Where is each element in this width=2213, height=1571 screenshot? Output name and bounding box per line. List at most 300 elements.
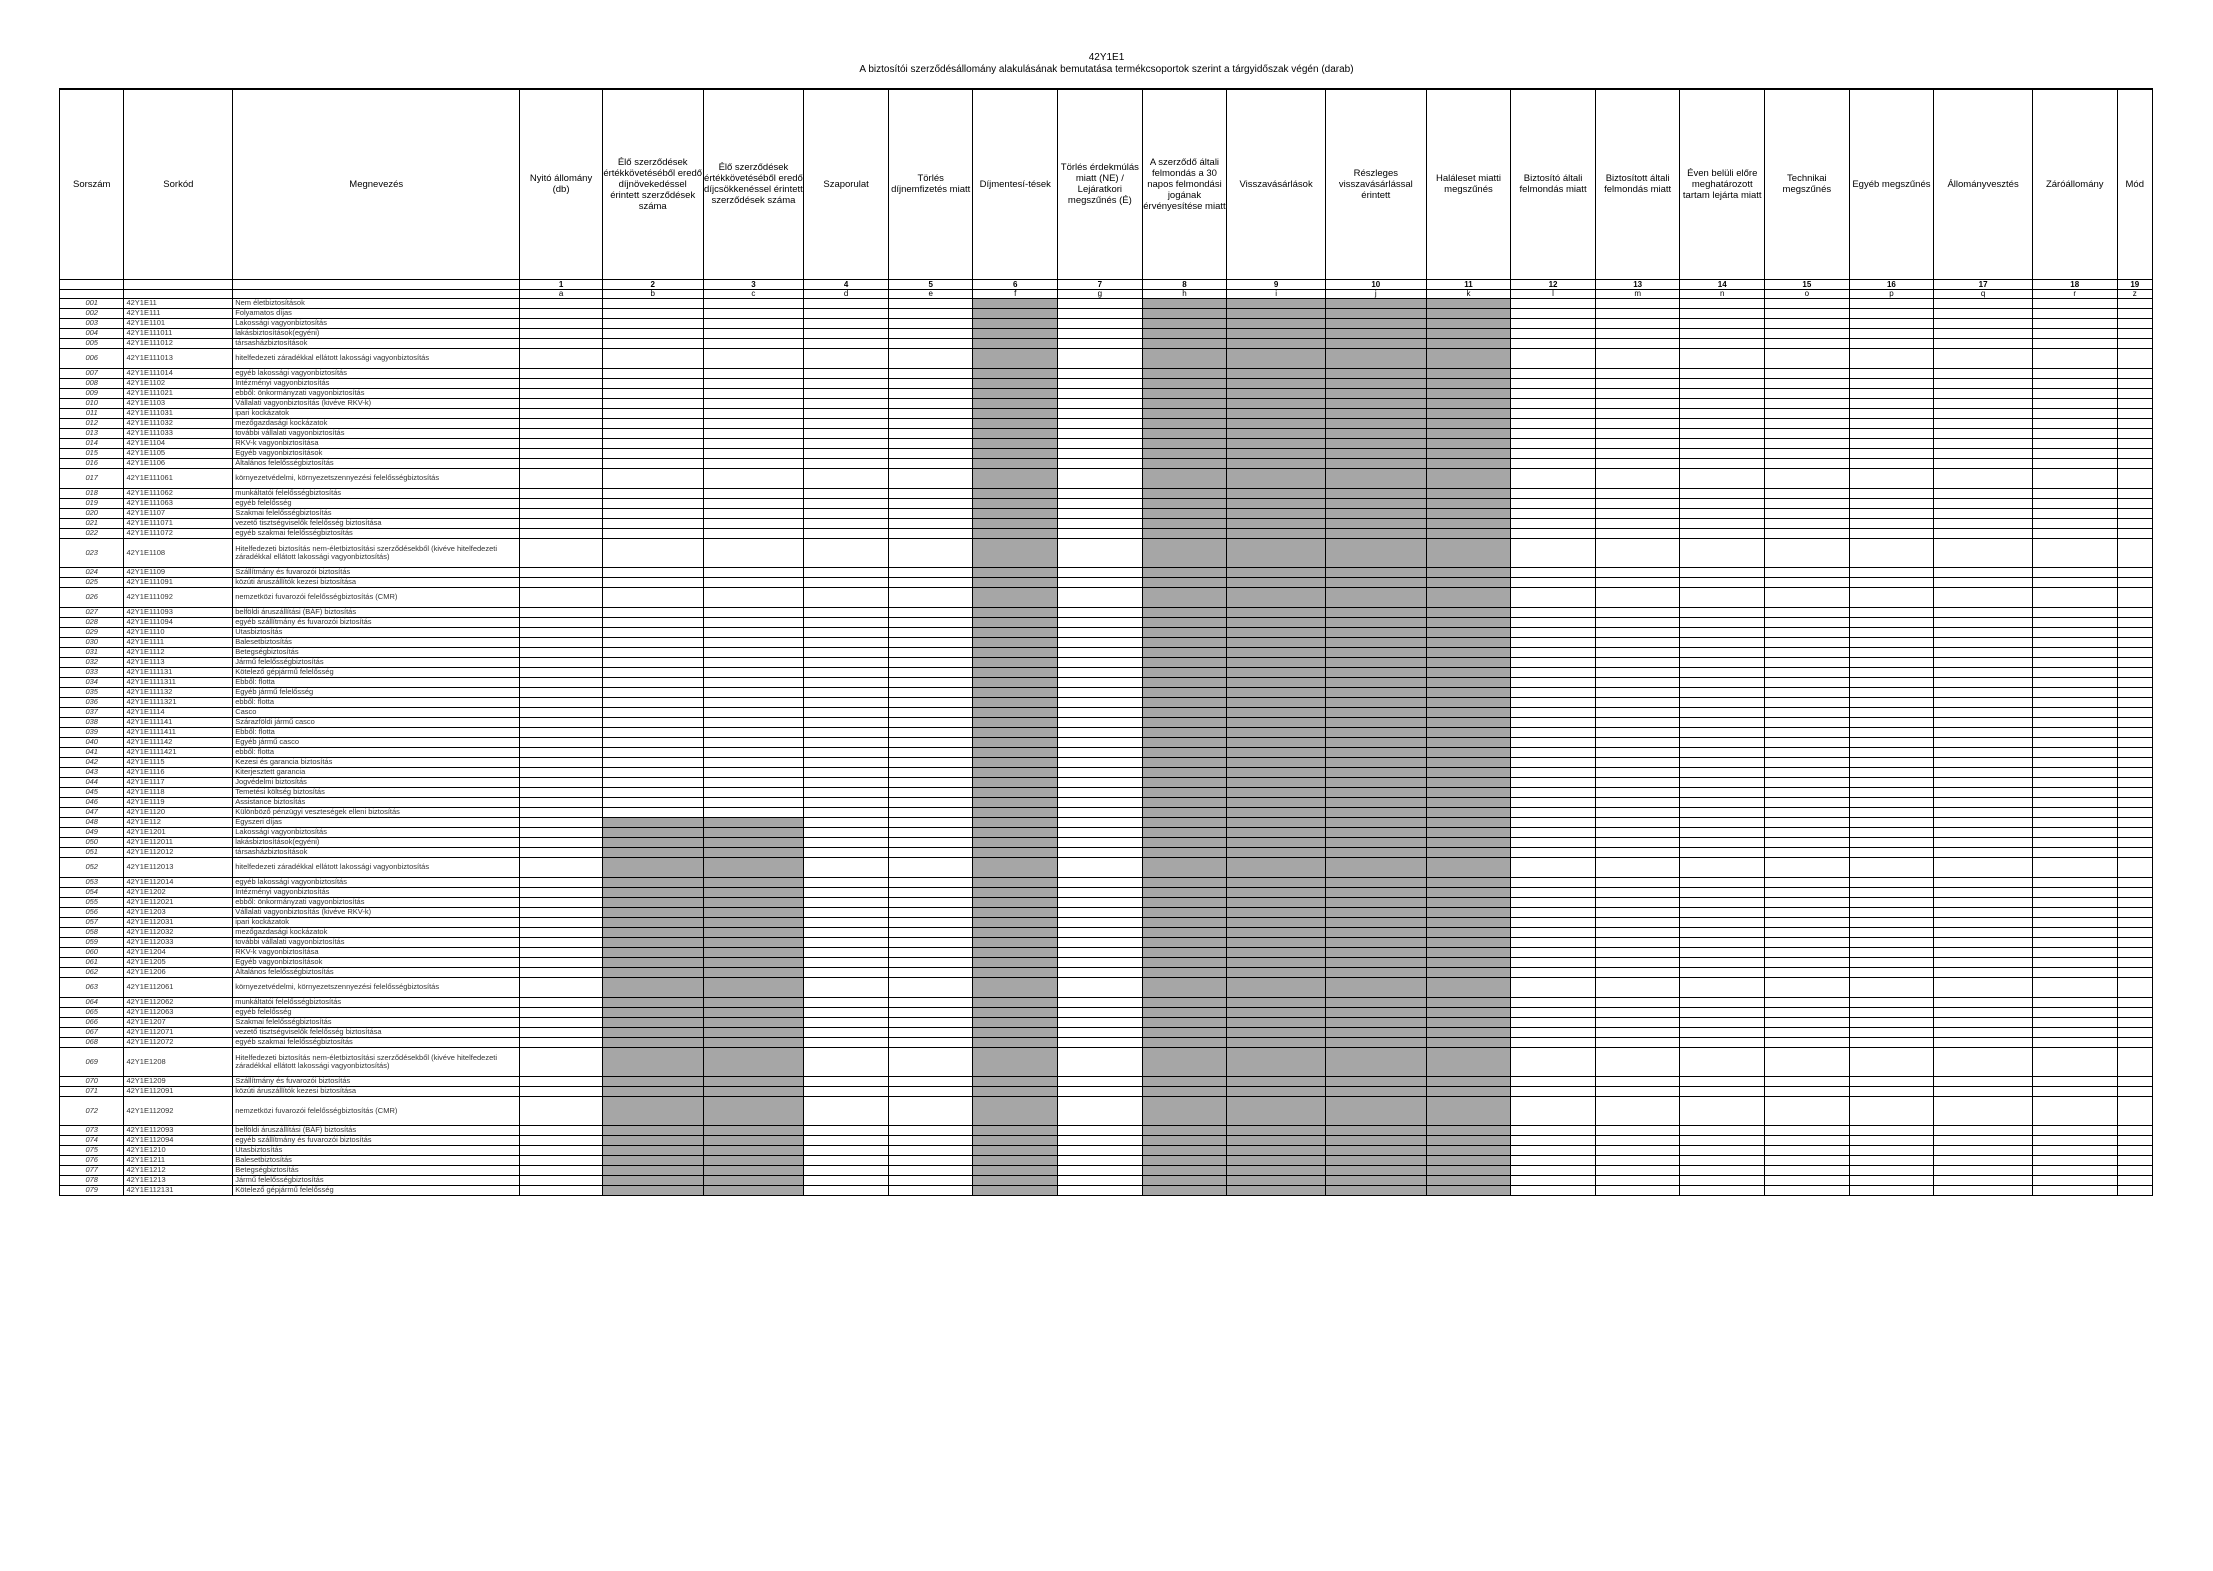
data-cell[interactable] — [1595, 1037, 1680, 1047]
data-cell[interactable] — [2032, 697, 2117, 707]
data-cell[interactable] — [1058, 448, 1143, 458]
data-cell[interactable] — [1595, 937, 1680, 947]
data-cell[interactable] — [2032, 627, 2117, 637]
data-cell[interactable] — [703, 418, 804, 428]
data-cell[interactable] — [1058, 318, 1143, 328]
data-cell[interactable] — [1934, 308, 2033, 318]
data-cell[interactable] — [520, 1017, 603, 1027]
data-cell[interactable] — [520, 957, 603, 967]
data-cell[interactable] — [520, 458, 603, 468]
data-cell[interactable] — [1934, 468, 2033, 488]
data-cell[interactable] — [1511, 667, 1596, 677]
data-cell[interactable] — [1058, 458, 1143, 468]
data-cell[interactable] — [520, 1135, 603, 1145]
data-cell[interactable] — [2032, 1185, 2117, 1195]
data-cell[interactable] — [2032, 797, 2117, 807]
data-cell[interactable] — [2032, 617, 2117, 627]
data-cell[interactable] — [1595, 627, 1680, 637]
data-cell[interactable] — [1058, 468, 1143, 488]
data-cell[interactable] — [2032, 518, 2117, 528]
data-cell[interactable] — [520, 488, 603, 498]
data-cell[interactable] — [1934, 807, 2033, 817]
data-cell[interactable] — [888, 1145, 973, 1155]
data-cell[interactable] — [1595, 807, 1680, 817]
data-cell[interactable] — [1058, 567, 1143, 577]
data-cell[interactable] — [1595, 947, 1680, 957]
data-cell[interactable] — [520, 837, 603, 847]
data-cell[interactable] — [1849, 1047, 1934, 1076]
data-cell[interactable] — [1765, 1175, 1850, 1185]
data-cell[interactable] — [2117, 767, 2152, 777]
data-cell[interactable] — [1595, 1135, 1680, 1145]
data-cell[interactable] — [1934, 707, 2033, 717]
data-cell[interactable] — [1595, 1096, 1680, 1125]
data-cell[interactable] — [703, 767, 804, 777]
data-cell[interactable] — [1680, 727, 1765, 737]
data-cell[interactable] — [1595, 318, 1680, 328]
data-cell[interactable] — [2117, 1007, 2152, 1017]
data-cell[interactable] — [804, 1007, 889, 1017]
data-cell[interactable] — [1934, 657, 2033, 667]
data-cell[interactable] — [602, 458, 703, 468]
data-cell[interactable] — [1680, 1017, 1765, 1027]
data-cell[interactable] — [520, 997, 603, 1007]
data-cell[interactable] — [703, 388, 804, 398]
data-cell[interactable] — [1849, 1135, 1934, 1145]
data-cell[interactable] — [1849, 897, 1934, 907]
data-cell[interactable] — [520, 947, 603, 957]
data-cell[interactable] — [1680, 797, 1765, 807]
data-cell[interactable] — [1058, 897, 1143, 907]
data-cell[interactable] — [602, 577, 703, 587]
data-cell[interactable] — [1058, 667, 1143, 677]
data-cell[interactable] — [2032, 907, 2117, 917]
data-cell[interactable] — [804, 518, 889, 528]
data-cell[interactable] — [1058, 967, 1143, 977]
data-cell[interactable] — [1765, 1017, 1850, 1027]
data-cell[interactable] — [1849, 667, 1934, 677]
data-cell[interactable] — [602, 468, 703, 488]
data-cell[interactable] — [1511, 747, 1596, 757]
data-cell[interactable] — [1511, 937, 1596, 947]
data-cell[interactable] — [2032, 807, 2117, 817]
data-cell[interactable] — [1765, 957, 1850, 967]
data-cell[interactable] — [804, 947, 889, 957]
data-cell[interactable] — [1595, 1007, 1680, 1017]
data-cell[interactable] — [1595, 378, 1680, 388]
data-cell[interactable] — [703, 538, 804, 567]
data-cell[interactable] — [2117, 627, 2152, 637]
data-cell[interactable] — [1595, 348, 1680, 368]
data-cell[interactable] — [520, 1165, 603, 1175]
data-cell[interactable] — [888, 388, 973, 398]
data-cell[interactable] — [520, 1076, 603, 1086]
data-cell[interactable] — [1680, 577, 1765, 587]
data-cell[interactable] — [1511, 318, 1596, 328]
data-cell[interactable] — [2032, 917, 2117, 927]
data-cell[interactable] — [1595, 737, 1680, 747]
data-cell[interactable] — [602, 747, 703, 757]
data-cell[interactable] — [888, 747, 973, 757]
data-cell[interactable] — [2032, 757, 2117, 767]
data-cell[interactable] — [1765, 398, 1850, 408]
data-cell[interactable] — [520, 757, 603, 767]
data-cell[interactable] — [2117, 737, 2152, 747]
data-cell[interactable] — [1680, 448, 1765, 458]
data-cell[interactable] — [703, 298, 804, 308]
data-cell[interactable] — [602, 328, 703, 338]
data-cell[interactable] — [1849, 448, 1934, 458]
data-cell[interactable] — [1765, 378, 1850, 388]
data-cell[interactable] — [1849, 368, 1934, 378]
data-cell[interactable] — [1765, 318, 1850, 328]
data-cell[interactable] — [1934, 737, 2033, 747]
data-cell[interactable] — [1595, 887, 1680, 897]
data-cell[interactable] — [2032, 1145, 2117, 1155]
data-cell[interactable] — [804, 977, 889, 997]
data-cell[interactable] — [2117, 657, 2152, 667]
data-cell[interactable] — [2117, 677, 2152, 687]
data-cell[interactable] — [1595, 567, 1680, 577]
data-cell[interactable] — [1849, 418, 1934, 428]
data-cell[interactable] — [602, 797, 703, 807]
data-cell[interactable] — [1765, 1185, 1850, 1195]
data-cell[interactable] — [888, 757, 973, 767]
data-cell[interactable] — [2032, 657, 2117, 667]
data-cell[interactable] — [520, 338, 603, 348]
data-cell[interactable] — [888, 717, 973, 727]
data-cell[interactable] — [703, 627, 804, 637]
data-cell[interactable] — [804, 528, 889, 538]
data-cell[interactable] — [1058, 1135, 1143, 1145]
data-cell[interactable] — [1849, 717, 1934, 727]
data-cell[interactable] — [1511, 807, 1596, 817]
data-cell[interactable] — [2032, 1125, 2117, 1135]
data-cell[interactable] — [1595, 308, 1680, 318]
data-cell[interactable] — [1765, 747, 1850, 757]
data-cell[interactable] — [2117, 418, 2152, 428]
data-cell[interactable] — [1680, 1086, 1765, 1096]
data-cell[interactable] — [1680, 807, 1765, 817]
data-cell[interactable] — [602, 707, 703, 717]
data-cell[interactable] — [1765, 428, 1850, 438]
data-cell[interactable] — [888, 637, 973, 647]
data-cell[interactable] — [1058, 877, 1143, 887]
data-cell[interactable] — [1934, 827, 2033, 837]
data-cell[interactable] — [2032, 1047, 2117, 1076]
data-cell[interactable] — [1058, 308, 1143, 318]
data-cell[interactable] — [1765, 767, 1850, 777]
data-cell[interactable] — [1934, 498, 2033, 508]
data-cell[interactable] — [2032, 348, 2117, 368]
data-cell[interactable] — [2117, 877, 2152, 887]
data-cell[interactable] — [1058, 657, 1143, 667]
data-cell[interactable] — [2032, 707, 2117, 717]
data-cell[interactable] — [1765, 667, 1850, 677]
data-cell[interactable] — [1595, 1145, 1680, 1155]
data-cell[interactable] — [888, 498, 973, 508]
data-cell[interactable] — [1680, 1037, 1765, 1047]
data-cell[interactable] — [520, 587, 603, 607]
data-cell[interactable] — [2032, 318, 2117, 328]
data-cell[interactable] — [804, 1096, 889, 1125]
data-cell[interactable] — [1058, 627, 1143, 637]
data-cell[interactable] — [2117, 448, 2152, 458]
data-cell[interactable] — [804, 468, 889, 488]
data-cell[interactable] — [1680, 607, 1765, 617]
data-cell[interactable] — [1934, 717, 2033, 727]
data-cell[interactable] — [1511, 957, 1596, 967]
data-cell[interactable] — [1511, 887, 1596, 897]
data-cell[interactable] — [1595, 997, 1680, 1007]
data-cell[interactable] — [1511, 627, 1596, 637]
data-cell[interactable] — [1680, 508, 1765, 518]
data-cell[interactable] — [1680, 488, 1765, 498]
data-cell[interactable] — [1934, 338, 2033, 348]
data-cell[interactable] — [1595, 587, 1680, 607]
data-cell[interactable] — [602, 727, 703, 737]
data-cell[interactable] — [804, 747, 889, 757]
data-cell[interactable] — [1511, 647, 1596, 657]
data-cell[interactable] — [1680, 1185, 1765, 1195]
data-cell[interactable] — [1765, 348, 1850, 368]
data-cell[interactable] — [2032, 398, 2117, 408]
data-cell[interactable] — [804, 767, 889, 777]
data-cell[interactable] — [1849, 1175, 1934, 1185]
data-cell[interactable] — [1934, 1125, 2033, 1135]
data-cell[interactable] — [1058, 1047, 1143, 1076]
data-cell[interactable] — [1511, 847, 1596, 857]
data-cell[interactable] — [1934, 687, 2033, 697]
data-cell[interactable] — [1934, 927, 2033, 937]
data-cell[interactable] — [1058, 697, 1143, 707]
data-cell[interactable] — [888, 1027, 973, 1037]
data-cell[interactable] — [1765, 1135, 1850, 1145]
data-cell[interactable] — [1765, 1096, 1850, 1125]
data-cell[interactable] — [1934, 1135, 2033, 1145]
data-cell[interactable] — [1934, 627, 2033, 637]
data-cell[interactable] — [2117, 468, 2152, 488]
data-cell[interactable] — [1765, 707, 1850, 717]
data-cell[interactable] — [1595, 657, 1680, 667]
data-cell[interactable] — [1934, 458, 2033, 468]
data-cell[interactable] — [1511, 518, 1596, 528]
data-cell[interactable] — [602, 567, 703, 577]
data-cell[interactable] — [1595, 757, 1680, 767]
data-cell[interactable] — [888, 348, 973, 368]
data-cell[interactable] — [703, 408, 804, 418]
data-cell[interactable] — [520, 737, 603, 747]
data-cell[interactable] — [804, 657, 889, 667]
data-cell[interactable] — [1595, 747, 1680, 757]
data-cell[interactable] — [1058, 977, 1143, 997]
data-cell[interactable] — [804, 917, 889, 927]
data-cell[interactable] — [1849, 877, 1934, 887]
data-cell[interactable] — [1765, 298, 1850, 308]
data-cell[interactable] — [1849, 1076, 1934, 1086]
data-cell[interactable] — [1058, 1125, 1143, 1135]
data-cell[interactable] — [1595, 617, 1680, 627]
data-cell[interactable] — [1680, 468, 1765, 488]
data-cell[interactable] — [1934, 488, 2033, 498]
data-cell[interactable] — [804, 1076, 889, 1086]
data-cell[interactable] — [520, 378, 603, 388]
data-cell[interactable] — [1680, 927, 1765, 937]
data-cell[interactable] — [2032, 1096, 2117, 1125]
data-cell[interactable] — [1849, 1017, 1934, 1027]
data-cell[interactable] — [2032, 498, 2117, 508]
data-cell[interactable] — [1934, 1145, 2033, 1155]
data-cell[interactable] — [1934, 1096, 2033, 1125]
data-cell[interactable] — [2032, 997, 2117, 1007]
data-cell[interactable] — [1765, 1155, 1850, 1165]
data-cell[interactable] — [1849, 378, 1934, 388]
data-cell[interactable] — [1680, 567, 1765, 577]
data-cell[interactable] — [1765, 677, 1850, 687]
data-cell[interactable] — [1934, 917, 2033, 927]
data-cell[interactable] — [1849, 1155, 1934, 1165]
data-cell[interactable] — [520, 1125, 603, 1135]
data-cell[interactable] — [2117, 787, 2152, 797]
data-cell[interactable] — [2032, 937, 2117, 947]
data-cell[interactable] — [1058, 528, 1143, 538]
data-cell[interactable] — [1934, 777, 2033, 787]
data-cell[interactable] — [888, 308, 973, 318]
data-cell[interactable] — [1849, 318, 1934, 328]
data-cell[interactable] — [1765, 647, 1850, 657]
data-cell[interactable] — [1680, 677, 1765, 687]
data-cell[interactable] — [1511, 857, 1596, 877]
data-cell[interactable] — [2032, 1027, 2117, 1037]
data-cell[interactable] — [1058, 1096, 1143, 1125]
data-cell[interactable] — [1058, 717, 1143, 727]
data-cell[interactable] — [1511, 388, 1596, 398]
data-cell[interactable] — [1765, 1037, 1850, 1047]
data-cell[interactable] — [1511, 348, 1596, 368]
data-cell[interactable] — [2117, 717, 2152, 727]
data-cell[interactable] — [1680, 817, 1765, 827]
data-cell[interactable] — [1680, 827, 1765, 837]
data-cell[interactable] — [2117, 567, 2152, 577]
data-cell[interactable] — [2117, 318, 2152, 328]
data-cell[interactable] — [2117, 687, 2152, 697]
data-cell[interactable] — [804, 667, 889, 677]
data-cell[interactable] — [2117, 817, 2152, 827]
data-cell[interactable] — [804, 1185, 889, 1195]
data-cell[interactable] — [804, 897, 889, 907]
data-cell[interactable] — [1058, 1165, 1143, 1175]
data-cell[interactable] — [888, 1096, 973, 1125]
data-cell[interactable] — [1058, 538, 1143, 567]
data-cell[interactable] — [1058, 348, 1143, 368]
data-cell[interactable] — [703, 378, 804, 388]
data-cell[interactable] — [1511, 787, 1596, 797]
data-cell[interactable] — [2032, 488, 2117, 498]
data-cell[interactable] — [888, 1037, 973, 1047]
data-cell[interactable] — [1511, 458, 1596, 468]
data-cell[interactable] — [520, 827, 603, 837]
data-cell[interactable] — [1595, 917, 1680, 927]
data-cell[interactable] — [602, 757, 703, 767]
data-cell[interactable] — [2117, 438, 2152, 448]
data-cell[interactable] — [1058, 488, 1143, 498]
data-cell[interactable] — [1849, 587, 1934, 607]
data-cell[interactable] — [1511, 907, 1596, 917]
data-cell[interactable] — [2117, 1047, 2152, 1076]
data-cell[interactable] — [1680, 538, 1765, 567]
data-cell[interactable] — [1934, 1017, 2033, 1027]
data-cell[interactable] — [1934, 907, 2033, 917]
data-cell[interactable] — [1511, 378, 1596, 388]
data-cell[interactable] — [1765, 817, 1850, 827]
data-cell[interactable] — [888, 378, 973, 388]
data-cell[interactable] — [1765, 637, 1850, 647]
data-cell[interactable] — [1511, 488, 1596, 498]
data-cell[interactable] — [1849, 577, 1934, 587]
data-cell[interactable] — [1765, 697, 1850, 707]
data-cell[interactable] — [703, 647, 804, 657]
data-cell[interactable] — [2032, 468, 2117, 488]
data-cell[interactable] — [1680, 977, 1765, 997]
data-cell[interactable] — [602, 657, 703, 667]
data-cell[interactable] — [520, 1185, 603, 1195]
data-cell[interactable] — [1595, 398, 1680, 408]
data-cell[interactable] — [2032, 448, 2117, 458]
data-cell[interactable] — [1680, 1155, 1765, 1165]
data-cell[interactable] — [2117, 977, 2152, 997]
data-cell[interactable] — [2117, 637, 2152, 647]
data-cell[interactable] — [602, 378, 703, 388]
data-cell[interactable] — [888, 997, 973, 1007]
data-cell[interactable] — [804, 797, 889, 807]
data-cell[interactable] — [1849, 348, 1934, 368]
data-cell[interactable] — [2117, 927, 2152, 937]
data-cell[interactable] — [1595, 488, 1680, 498]
data-cell[interactable] — [2117, 997, 2152, 1007]
data-cell[interactable] — [1765, 717, 1850, 727]
data-cell[interactable] — [1511, 637, 1596, 647]
data-cell[interactable] — [1765, 1047, 1850, 1076]
data-cell[interactable] — [520, 937, 603, 947]
data-cell[interactable] — [1595, 797, 1680, 807]
data-cell[interactable] — [1595, 637, 1680, 647]
data-cell[interactable] — [888, 577, 973, 587]
data-cell[interactable] — [1511, 438, 1596, 448]
data-cell[interactable] — [888, 1076, 973, 1086]
data-cell[interactable] — [602, 398, 703, 408]
data-cell[interactable] — [2117, 408, 2152, 418]
data-cell[interactable] — [520, 1027, 603, 1037]
data-cell[interactable] — [1058, 418, 1143, 428]
data-cell[interactable] — [1680, 1047, 1765, 1076]
data-cell[interactable] — [2117, 647, 2152, 657]
data-cell[interactable] — [520, 707, 603, 717]
data-cell[interactable] — [1934, 977, 2033, 997]
data-cell[interactable] — [1934, 328, 2033, 338]
data-cell[interactable] — [888, 827, 973, 837]
data-cell[interactable] — [1680, 897, 1765, 907]
data-cell[interactable] — [1058, 957, 1143, 967]
data-cell[interactable] — [1511, 1145, 1596, 1155]
data-cell[interactable] — [1595, 438, 1680, 448]
data-cell[interactable] — [520, 607, 603, 617]
data-cell[interactable] — [520, 577, 603, 587]
data-cell[interactable] — [1934, 797, 2033, 807]
data-cell[interactable] — [1849, 538, 1934, 567]
data-cell[interactable] — [1680, 1096, 1765, 1125]
data-cell[interactable] — [1511, 737, 1596, 747]
data-cell[interactable] — [1680, 398, 1765, 408]
